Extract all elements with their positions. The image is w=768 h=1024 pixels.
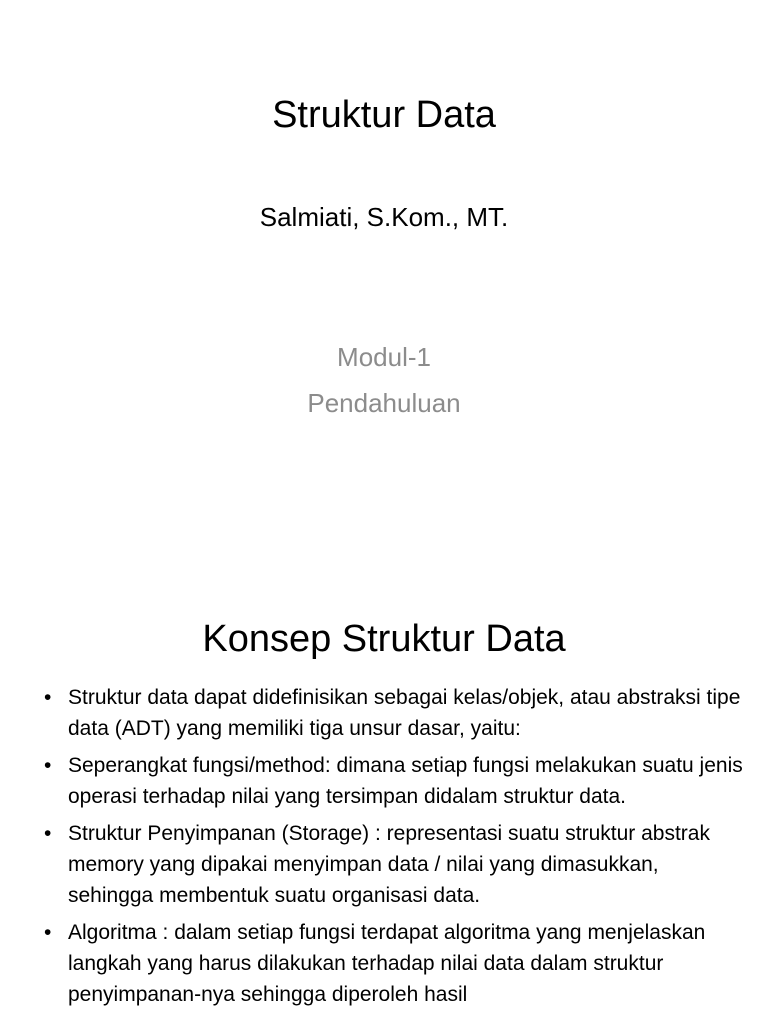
bullet-item [44,917,744,1010]
bullet-list [44,682,744,1016]
bullet-icon: • [44,686,52,709]
slide-2 [0,576,768,1024]
bullet-text: Struktur Penyimpanan (Storage) : representasi suatu struktur abstrak memory yang dipakai menyimpan data / nilai yang dimasukkan, sehingga membentuk suatu organisasi data. [68,822,710,907]
bullet-item [44,682,744,744]
bullet-text: Struktur data dapat didefinisikan sebagai kelas/objek, atau abstraksi tipe data (ADT) yang memiliki tiga unsur dasar, yaitu: [68,686,741,740]
subtitle-line-module: Modul-1 [337,342,431,372]
bullet-item [44,750,744,812]
bullet-icon: • [44,921,52,944]
author-name: Salmiati, S.Kom., MT. [259,202,509,232]
bullet-text: Seperangkat fungsi/method: dimana setiap fungsi melakukan suatu jenis operasi terhadap nilai yang tersimpan didalam struktur data. [68,754,743,808]
bullet-text: Algoritma : dalam setiap fungsi terdapat algoritma yang menjelaskan langkah yang harus dilakukan terhadap nilai data dalam struktur penyimpanan-nya sehingga diperoleh hasil [68,921,706,1006]
bullet-item [44,818,744,911]
bullet-icon: • [44,754,52,777]
slide-subtitle [0,334,768,426]
bullet-icon: • [44,822,52,845]
slide-title: Struktur Data [272,94,496,136]
subtitle-line-topic: Pendahuluan [307,388,461,418]
slide-title: Konsep Struktur Data [202,618,566,660]
